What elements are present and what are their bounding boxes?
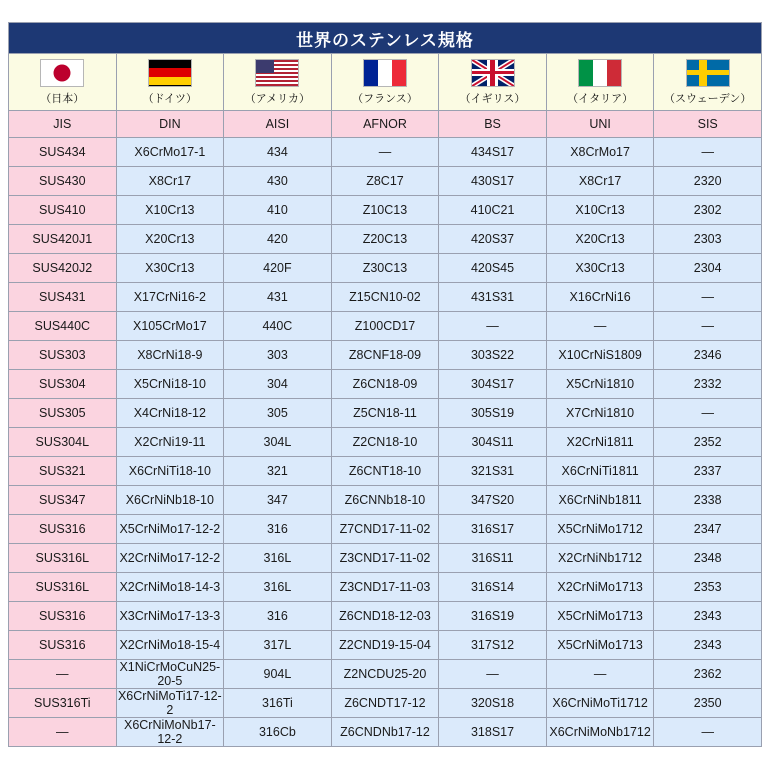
cell-aisi: 316L [224, 573, 332, 602]
cell-afnor: Z6CN18-09 [331, 370, 439, 399]
flag-cell-uk [439, 54, 547, 111]
table-row [9, 602, 762, 631]
cell-aisi: 420 [224, 225, 332, 254]
table-row [9, 486, 762, 515]
cell-afnor: Z6CNDNb17-12 [331, 718, 439, 747]
cell-sis: 2338 [654, 486, 762, 515]
cell-uni: X10Cr13 [546, 196, 654, 225]
cell-din: X6CrNiTi18-10 [116, 457, 224, 486]
cell-sis: 2362 [654, 660, 762, 689]
cell-uni: X2CrNiNb1712 [546, 544, 654, 573]
cell-bs: 303S22 [439, 341, 547, 370]
table-row [9, 718, 762, 747]
cell-din: X8Cr17 [116, 167, 224, 196]
table-row [9, 399, 762, 428]
cell-uni: X10CrNiS1809 [546, 341, 654, 370]
table-row [9, 254, 762, 283]
cell-bs: — [439, 660, 547, 689]
table-row [9, 167, 762, 196]
country-label-sweden: （スウェーデン） [664, 92, 752, 105]
table-row [9, 457, 762, 486]
cell-afnor: Z3CND17-11-03 [331, 573, 439, 602]
cell-sis: 2347 [654, 515, 762, 544]
cell-jis: SUS316 [9, 602, 117, 631]
cell-jis: SUS434 [9, 138, 117, 167]
cell-din: X6CrNiMoNb17-12-2 [116, 718, 224, 747]
cell-din: X5CrNi18-10 [116, 370, 224, 399]
cell-aisi: 316 [224, 515, 332, 544]
cell-din: X6CrMo17-1 [116, 138, 224, 167]
cell-aisi: 316Ti [224, 689, 332, 718]
cell-din: X4CrNi18-12 [116, 399, 224, 428]
cell-uni: X6CrNiMoNb1712 [546, 718, 654, 747]
cell-jis: SUS316L [9, 573, 117, 602]
cell-uni: — [546, 312, 654, 341]
cell-afnor: — [331, 138, 439, 167]
cell-sis: 2320 [654, 167, 762, 196]
cell-din: X17CrNi16-2 [116, 283, 224, 312]
cell-jis: SUS321 [9, 457, 117, 486]
cell-afnor: Z100CD17 [331, 312, 439, 341]
stainless-standards-table [8, 22, 762, 747]
standard-header-sis: SIS [654, 111, 762, 138]
cell-sis: 2302 [654, 196, 762, 225]
cell-aisi: 430 [224, 167, 332, 196]
cell-uni: X30Cr13 [546, 254, 654, 283]
cell-sis: 2303 [654, 225, 762, 254]
cell-din: X105CrMo17 [116, 312, 224, 341]
flag-cell-usa [224, 54, 332, 111]
table-row [9, 689, 762, 718]
cell-afnor: Z6CNNb18-10 [331, 486, 439, 515]
cell-aisi: 304L [224, 428, 332, 457]
cell-uni: X6CrNiMoTi1712 [546, 689, 654, 718]
cell-aisi: 305 [224, 399, 332, 428]
cell-afnor: Z7CND17-11-02 [331, 515, 439, 544]
cell-afnor: Z5CN18-11 [331, 399, 439, 428]
cell-jis: SUS305 [9, 399, 117, 428]
sweden-flag [686, 59, 730, 87]
flag-cell-france [331, 54, 439, 111]
cell-sis: 2337 [654, 457, 762, 486]
cell-uni: X16CrNi16 [546, 283, 654, 312]
cell-afnor: Z2NCDU25-20 [331, 660, 439, 689]
cell-sis: — [654, 399, 762, 428]
cell-sis: — [654, 312, 762, 341]
table-row [9, 312, 762, 341]
table-body [9, 138, 762, 747]
cell-sis: 2348 [654, 544, 762, 573]
cell-bs: 316S17 [439, 515, 547, 544]
cell-jis: SUS430 [9, 167, 117, 196]
table-row [9, 544, 762, 573]
cell-din: X3CrNiMo17-13-3 [116, 602, 224, 631]
cell-jis: SUS316Ti [9, 689, 117, 718]
cell-bs: 318S17 [439, 718, 547, 747]
standard-header-row [9, 111, 762, 138]
cell-aisi: 410 [224, 196, 332, 225]
cell-din: X10Cr13 [116, 196, 224, 225]
cell-jis: SUS304L [9, 428, 117, 457]
cell-jis: SUS316 [9, 631, 117, 660]
table-row [9, 573, 762, 602]
cell-afnor: Z8CNF18-09 [331, 341, 439, 370]
cell-jis: SUS303 [9, 341, 117, 370]
cell-bs: 420S37 [439, 225, 547, 254]
cell-sis: 2304 [654, 254, 762, 283]
cell-jis: SUS440C [9, 312, 117, 341]
cell-bs: 304S11 [439, 428, 547, 457]
cell-aisi: 316 [224, 602, 332, 631]
cell-uni: X5CrNi1810 [546, 370, 654, 399]
cell-uni: — [546, 660, 654, 689]
cell-aisi: 303 [224, 341, 332, 370]
cell-aisi: 347 [224, 486, 332, 515]
cell-jis: SUS316 [9, 515, 117, 544]
germany-flag [148, 59, 192, 87]
cell-aisi: 440C [224, 312, 332, 341]
cell-jis: SUS347 [9, 486, 117, 515]
cell-bs: 305S19 [439, 399, 547, 428]
cell-bs: 434S17 [439, 138, 547, 167]
cell-afnor: Z15CN10-02 [331, 283, 439, 312]
cell-uni: X5CrNiMo1713 [546, 602, 654, 631]
cell-din: X2CrNiMo17-12-2 [116, 544, 224, 573]
cell-afnor: Z2CND19-15-04 [331, 631, 439, 660]
country-label-uk: （イギリス） [459, 92, 526, 105]
cell-afnor: Z20C13 [331, 225, 439, 254]
cell-aisi: 431 [224, 283, 332, 312]
cell-aisi: 316Cb [224, 718, 332, 747]
table-row [9, 515, 762, 544]
cell-aisi: 434 [224, 138, 332, 167]
table-row [9, 283, 762, 312]
table-row [9, 631, 762, 660]
cell-din: X6CrNiNb18-10 [116, 486, 224, 515]
country-label-japan: （日本） [40, 92, 85, 105]
cell-bs: 304S17 [439, 370, 547, 399]
table-row [9, 341, 762, 370]
country-label-usa: （アメリカ） [244, 92, 311, 105]
cell-din: X20Cr13 [116, 225, 224, 254]
cell-bs: 316S19 [439, 602, 547, 631]
cell-afnor: Z3CND17-11-02 [331, 544, 439, 573]
country-label-germany: （ドイツ） [142, 92, 198, 105]
cell-aisi: 317L [224, 631, 332, 660]
standard-header-afnor: AFNOR [331, 111, 439, 138]
cell-afnor: Z8C17 [331, 167, 439, 196]
cell-sis: 2346 [654, 341, 762, 370]
cell-uni: X2CrNi1811 [546, 428, 654, 457]
cell-afnor: Z6CNDT17-12 [331, 689, 439, 718]
cell-uni: X6CrNiTi1811 [546, 457, 654, 486]
cell-afnor: Z30C13 [331, 254, 439, 283]
cell-jis: SUS420J2 [9, 254, 117, 283]
cell-uni: X7CrNi1810 [546, 399, 654, 428]
cell-jis: SUS316L [9, 544, 117, 573]
flag-header-row [9, 54, 762, 111]
table-row [9, 428, 762, 457]
cell-bs: 410C21 [439, 196, 547, 225]
cell-afnor: Z6CND18-12-03 [331, 602, 439, 631]
cell-aisi: 304 [224, 370, 332, 399]
cell-uni: X20Cr13 [546, 225, 654, 254]
flag-cell-sweden [654, 54, 762, 111]
cell-jis: SUS431 [9, 283, 117, 312]
cell-uni: X6CrNiNb1811 [546, 486, 654, 515]
cell-uni: X8CrMo17 [546, 138, 654, 167]
cell-din: X1NiCrMoCuN25-20-5 [116, 660, 224, 689]
standard-header-bs: BS [439, 111, 547, 138]
italy-flag [578, 59, 622, 87]
cell-afnor: Z2CN18-10 [331, 428, 439, 457]
cell-sis: 2343 [654, 631, 762, 660]
cell-bs: 316S11 [439, 544, 547, 573]
standard-header-aisi: AISI [224, 111, 332, 138]
cell-jis: — [9, 660, 117, 689]
cell-din: X2CrNi19-11 [116, 428, 224, 457]
cell-aisi: 321 [224, 457, 332, 486]
country-label-italy: （イタリア） [567, 92, 634, 105]
cell-sis: 2343 [654, 602, 762, 631]
cell-sis: — [654, 138, 762, 167]
flag-cell-japan [9, 54, 117, 111]
cell-jis: — [9, 718, 117, 747]
table-row [9, 225, 762, 254]
cell-uni: X5CrNiMo1712 [546, 515, 654, 544]
standard-header-uni: UNI [546, 111, 654, 138]
cell-uni: X2CrNiMo1713 [546, 573, 654, 602]
country-label-france: （フランス） [352, 92, 418, 105]
standard-header-din: DIN [116, 111, 224, 138]
cell-bs: 420S45 [439, 254, 547, 283]
cell-bs: 321S31 [439, 457, 547, 486]
cell-aisi: 316L [224, 544, 332, 573]
standard-header-jis: JIS [9, 111, 117, 138]
cell-din: X8CrNi18-9 [116, 341, 224, 370]
cell-aisi: 420F [224, 254, 332, 283]
cell-bs: 431S31 [439, 283, 547, 312]
cell-din: X2CrNiMo18-14-3 [116, 573, 224, 602]
cell-sis: 2332 [654, 370, 762, 399]
cell-jis: SUS410 [9, 196, 117, 225]
cell-sis: 2353 [654, 573, 762, 602]
france-flag [363, 59, 407, 87]
cell-uni: X8Cr17 [546, 167, 654, 196]
table-row [9, 370, 762, 399]
japan-flag [40, 59, 84, 87]
table-title-row [9, 23, 762, 54]
table-row [9, 138, 762, 167]
table-row [9, 196, 762, 225]
cell-bs: — [439, 312, 547, 341]
cell-bs: 430S17 [439, 167, 547, 196]
cell-uni: X5CrNiMo1713 [546, 631, 654, 660]
cell-din: X2CrNiMo18-15-4 [116, 631, 224, 660]
cell-jis: SUS304 [9, 370, 117, 399]
flag-cell-germany [116, 54, 224, 111]
cell-bs: 347S20 [439, 486, 547, 515]
cell-jis: SUS420J1 [9, 225, 117, 254]
usa-flag [255, 59, 299, 87]
cell-afnor: Z10C13 [331, 196, 439, 225]
cell-sis: — [654, 283, 762, 312]
cell-bs: 316S14 [439, 573, 547, 602]
cell-din: X5CrNiMo17-12-2 [116, 515, 224, 544]
cell-din: X30Cr13 [116, 254, 224, 283]
cell-sis: — [654, 718, 762, 747]
table-row [9, 660, 762, 689]
flag-cell-italy [546, 54, 654, 111]
cell-afnor: Z6CNT18-10 [331, 457, 439, 486]
cell-bs: 317S12 [439, 631, 547, 660]
cell-din: X6CrNiMoTi17-12-2 [117, 689, 222, 717]
uk-flag [471, 59, 515, 87]
cell-sis: 2350 [654, 689, 762, 718]
page-title: 世界のステンレス規格 [9, 23, 762, 54]
cell-aisi: 904L [224, 660, 332, 689]
cell-sis: 2352 [654, 428, 762, 457]
cell-bs: 320S18 [439, 689, 547, 718]
